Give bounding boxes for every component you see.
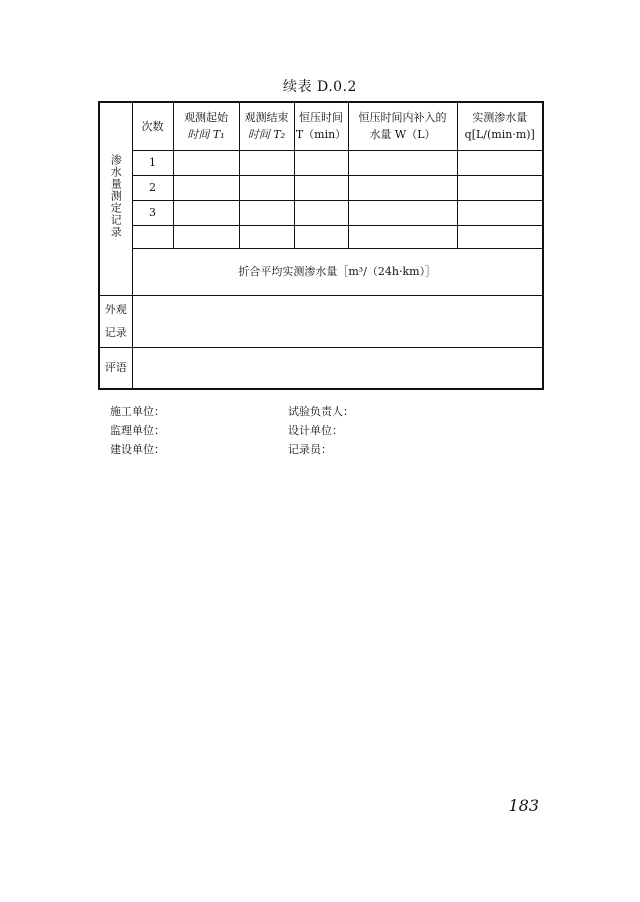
page-number: 183 (508, 796, 539, 815)
design-unit-label: 设计单位： (288, 424, 343, 437)
table-row (99, 200, 543, 225)
header-constant-time (294, 102, 348, 150)
header-supply-line1: 恒压时间内补入的 (358, 111, 447, 125)
row-number (132, 225, 173, 248)
table-caption: 续表 D.0.2 (283, 79, 357, 95)
header-const-line1: 恒压时间 (299, 111, 343, 125)
test-lead-label: 试验负责人： (288, 405, 354, 418)
construction-unit-label: 施工单位： (110, 405, 165, 418)
row-number: 3 (132, 200, 173, 225)
row-number: 2 (132, 175, 173, 200)
comment-row (99, 347, 543, 389)
appearance-line1: 外观 (104, 302, 127, 316)
header-end-line1: 观测结束 (244, 111, 289, 125)
header-start-line1: 观测起始 (184, 111, 228, 125)
header-measured-line1: 实测渗水量 (472, 111, 528, 125)
table-row (99, 225, 543, 248)
recorder-label: 记录员： (288, 443, 332, 456)
appearance-label (99, 295, 132, 347)
seepage-record-table (98, 101, 544, 390)
section-label: 渗水量测定记录 (109, 154, 123, 239)
header-end-time (239, 102, 294, 150)
comment-label: 评语 (99, 347, 132, 389)
average-row (99, 248, 543, 295)
header-measured-seepage (457, 102, 543, 150)
appearance-field (132, 295, 543, 347)
header-const-line2: T（min） (295, 128, 347, 142)
owner-unit-label: 建设单位： (110, 443, 165, 456)
appearance-line2: 记录 (104, 326, 127, 339)
average-label: 折合平均实测渗水量［m³/（24h·km）］ (132, 248, 543, 295)
supervision-unit-label: 监理单位： (110, 424, 165, 437)
appearance-row (99, 295, 543, 347)
row-number: 1 (132, 150, 173, 175)
header-end-line2: 时间 T₂ (247, 128, 286, 142)
header-supply-water (348, 102, 457, 150)
section-label-cell (99, 102, 132, 295)
comment-field (132, 347, 543, 389)
header-measured-line2: q[L/(min·m)] (464, 128, 535, 142)
header-start-line2: 时间 T₁ (187, 128, 225, 142)
table-row (99, 175, 543, 200)
table-row (99, 150, 543, 175)
header-supply-line2: 水量 W（L） (369, 128, 436, 142)
header-row (99, 102, 543, 150)
header-count: 次数 (132, 102, 173, 150)
header-start-time (173, 102, 239, 150)
